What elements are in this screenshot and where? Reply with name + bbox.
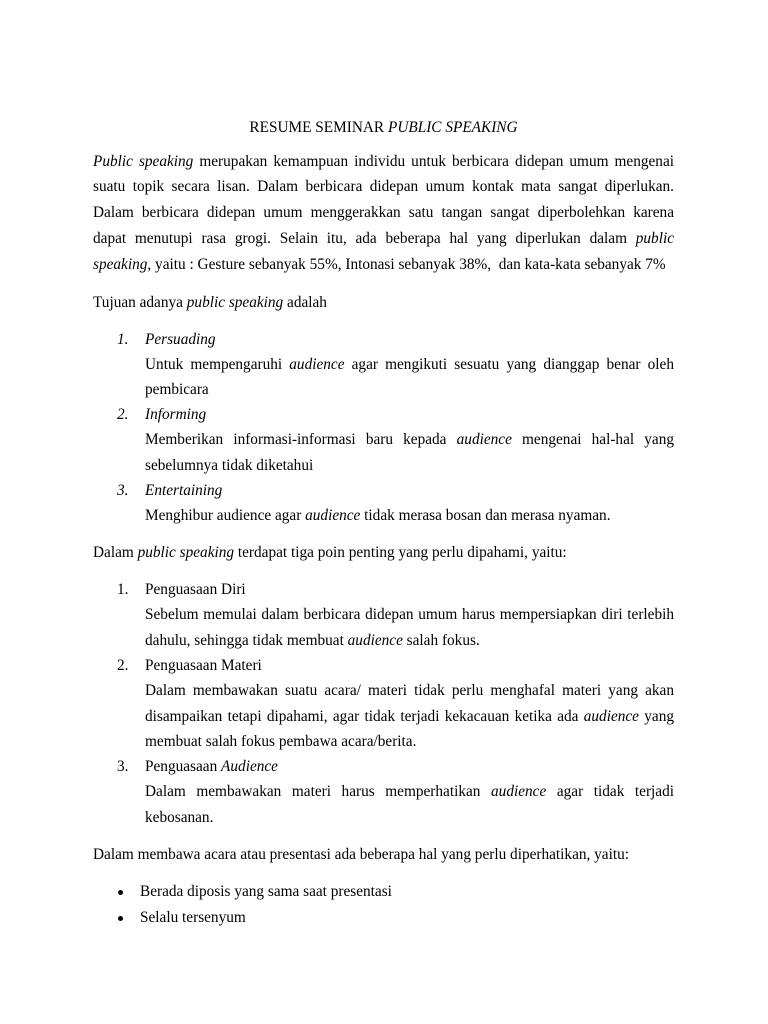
list-number: 2. bbox=[117, 657, 129, 674]
list-number: 1. bbox=[117, 581, 129, 598]
points-intro-text: terdapat tiga poin penting yang perlu dipahami, yaitu: bbox=[234, 544, 567, 561]
list-description-line bbox=[145, 707, 674, 727]
title-text: RESUME SEMINAR bbox=[249, 119, 388, 136]
points-intro bbox=[93, 543, 674, 563]
list-number: 3. bbox=[117, 482, 129, 499]
tips-intro: Dalam membawa acara atau presentasi ada beberapa hal yang perlu diperhatikan, yaitu: bbox=[93, 846, 629, 863]
description-text: dahulu, sehingga tidak membuat bbox=[145, 632, 348, 649]
description-text: mengenai hal-hal yang bbox=[511, 431, 675, 448]
bullet-icon bbox=[118, 916, 123, 921]
description-text: Memberikan informasi-informasi baru kepada bbox=[145, 431, 457, 448]
description-text: yang bbox=[638, 708, 674, 725]
list-description-line bbox=[145, 808, 674, 828]
description-term: audience bbox=[347, 632, 403, 649]
description-text: kebosanan. bbox=[145, 809, 214, 826]
list-number: 1. bbox=[117, 331, 129, 348]
list-heading: Informing bbox=[145, 406, 207, 423]
intro-term: Public speaking bbox=[93, 153, 194, 170]
intro-line bbox=[93, 152, 674, 172]
description-text: disampaikan tetapi dipahami, agar tidak terjadi kekacauan ketika ada bbox=[145, 708, 584, 725]
intro-text: suatu topik secara lisan. Dalam berbicara didepan umum kontak mata sangat diperlukan. bbox=[93, 178, 674, 195]
description-text: salah fokus. bbox=[402, 632, 480, 649]
heading-text: Penguasaan bbox=[145, 758, 222, 775]
description-text: sebelumnya tidak diketahui bbox=[145, 457, 314, 474]
tip-text: Selalu tersenyum bbox=[140, 909, 246, 926]
description-term: audience bbox=[305, 507, 361, 524]
description-text: Dalam membawakan suatu acara/ materi tidak perlu menghafal materi yang akan bbox=[145, 682, 674, 699]
list-description-line bbox=[145, 681, 674, 701]
list-number: 3. bbox=[117, 758, 129, 775]
intro-text: Dalam berbicara didepan umum menggerakkan satu tangan sangat diperbolehkan karena bbox=[93, 204, 674, 221]
list-heading bbox=[145, 757, 674, 777]
intro-line bbox=[93, 203, 674, 223]
list-heading bbox=[145, 656, 674, 676]
description-text: Untuk mempengaruhi bbox=[145, 356, 290, 373]
list-description-line bbox=[145, 380, 674, 400]
points-intro-term: public speaking bbox=[137, 544, 235, 561]
intro-line bbox=[93, 177, 674, 197]
intro-text: merupakan kemampuan individu untuk berbicara didepan umum mengenai bbox=[193, 153, 674, 170]
list-description-line bbox=[145, 732, 674, 752]
description-text: membuat salah fokus pembawa acara/berita. bbox=[145, 733, 417, 750]
list-description-line bbox=[145, 456, 674, 476]
list-description-line bbox=[145, 355, 674, 375]
list-description-line bbox=[145, 506, 674, 526]
goals-intro-term: public speaking bbox=[186, 294, 284, 311]
heading-text: Penguasaan Materi bbox=[145, 657, 262, 674]
list-description-line bbox=[145, 605, 674, 625]
list-heading: Persuading bbox=[145, 331, 216, 348]
tip-text: Berada diposis yang sama saat presentasi bbox=[140, 883, 392, 900]
intro-term: public bbox=[635, 230, 674, 247]
goals-intro-text: adalah bbox=[283, 294, 327, 311]
description-text: Dalam membawakan materi harus memperhatikan bbox=[145, 783, 492, 800]
description-text: Menghibur audience agar bbox=[145, 507, 306, 524]
list-description-line bbox=[145, 782, 674, 802]
intro-text: , yaitu : Gesture sebanyak 55%, Intonasi sebanyak 38%, dan kata-kata sebanyak 7% bbox=[147, 256, 666, 273]
title-italic-text: PUBLIC SPEAKING bbox=[387, 119, 518, 136]
heading-text: Penguasaan Diri bbox=[145, 581, 246, 598]
description-term: audience bbox=[456, 431, 512, 448]
description-term: audience bbox=[583, 708, 639, 725]
description-text: agar mengikuti sesuatu yang dianggap benar oleh bbox=[344, 356, 674, 373]
bullet-icon bbox=[118, 890, 123, 895]
list-number: 2. bbox=[117, 406, 129, 423]
intro-line bbox=[93, 229, 674, 249]
intro-text: dapat menutupi rasa grogi. Selain itu, ada beberapa hal yang diperlukan dalam bbox=[93, 230, 636, 247]
list-description-line bbox=[145, 430, 674, 450]
goals-intro-text: Tujuan adanya bbox=[93, 294, 187, 311]
intro-line bbox=[93, 255, 674, 275]
intro-term: speaking bbox=[93, 256, 148, 273]
list-heading bbox=[145, 580, 674, 600]
description-text: tidak merasa bosan dan merasa nyaman. bbox=[360, 507, 611, 524]
list-description-line bbox=[145, 631, 674, 651]
description-term: audience bbox=[289, 356, 345, 373]
goals-intro bbox=[93, 293, 674, 313]
document-title bbox=[93, 118, 674, 138]
description-term: audience bbox=[491, 783, 547, 800]
description-text: agar tidak terjadi bbox=[546, 783, 674, 800]
description-text: Sebelum memulai dalam berbicara didepan umum harus mempersiapkan diri terlebih bbox=[145, 606, 674, 623]
description-text: pembicara bbox=[145, 381, 209, 398]
list-heading: Entertaining bbox=[145, 482, 223, 499]
heading-term: Audience bbox=[221, 758, 278, 775]
points-intro-text: Dalam bbox=[93, 544, 138, 561]
